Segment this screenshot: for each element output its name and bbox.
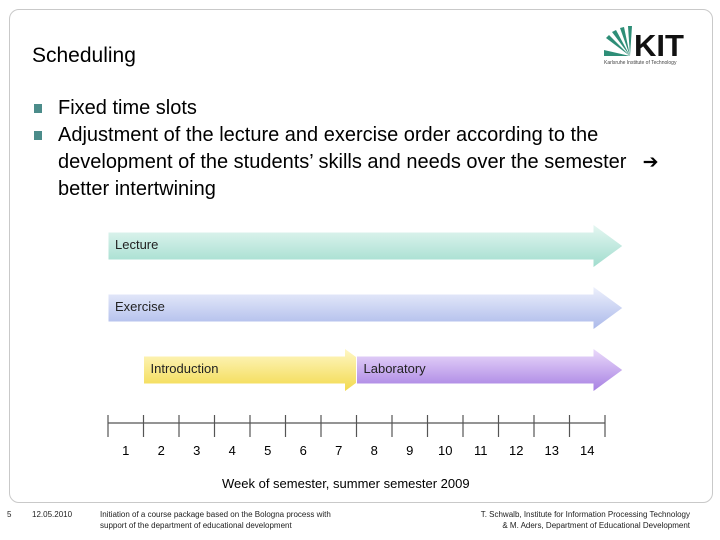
logo-text: KIT bbox=[634, 28, 684, 63]
week-label: 14 bbox=[580, 443, 595, 458]
page-number: 5 bbox=[7, 510, 12, 519]
week-label: 4 bbox=[228, 443, 236, 458]
logo-caption: Karlsruhe Institute of Technology bbox=[604, 60, 677, 66]
week-label: 6 bbox=[299, 443, 307, 458]
bullet-text: Fixed time slots bbox=[58, 97, 197, 119]
schedule-bar-exercise bbox=[108, 286, 623, 330]
bar-label-introduction: Introduction bbox=[150, 361, 219, 376]
week-label: 12 bbox=[509, 443, 524, 458]
week-label: 13 bbox=[544, 443, 559, 458]
footer-authors-line1: T. Schwalb, Institute for Information Processing Technology bbox=[480, 510, 690, 519]
bar-label-exercise: Exercise bbox=[115, 299, 165, 314]
bullet-text-result: better intertwining bbox=[58, 178, 216, 200]
week-label: 9 bbox=[406, 443, 414, 458]
axis-title: Week of semester, summer semester 2009 bbox=[222, 476, 470, 491]
footer-date: 12.05.2010 bbox=[32, 510, 73, 519]
week-axis bbox=[108, 415, 605, 437]
arrow-right-icon: ➔ bbox=[632, 152, 664, 173]
week-label: 2 bbox=[157, 443, 165, 458]
week-label: 5 bbox=[264, 443, 272, 458]
footer-note-line1: Initiation of a course package based on the Bologna process with bbox=[100, 510, 331, 519]
bullet-text: Adjustment of the lecture and exercise order according to the development of the students’ skills and needs over the semester bbox=[58, 124, 627, 173]
bar-label-lecture: Lecture bbox=[115, 237, 159, 252]
slide-title: Scheduling bbox=[32, 44, 136, 67]
footer-authors-line2: & M. Aders, Department of Educational Development bbox=[502, 521, 690, 530]
footer-note bbox=[100, 509, 331, 531]
week-label: 10 bbox=[438, 443, 453, 458]
week-label: 1 bbox=[122, 443, 130, 458]
week-label: 3 bbox=[193, 443, 201, 458]
schedule-bar-lecture bbox=[108, 224, 623, 268]
week-label: 8 bbox=[370, 443, 378, 458]
bar-label-laboratory: Laboratory bbox=[363, 361, 426, 376]
footer-note-line2: support of the department of educational development bbox=[100, 521, 292, 530]
week-label: 11 bbox=[474, 443, 488, 458]
footer-authors bbox=[481, 509, 690, 531]
week-label: 7 bbox=[335, 443, 343, 458]
